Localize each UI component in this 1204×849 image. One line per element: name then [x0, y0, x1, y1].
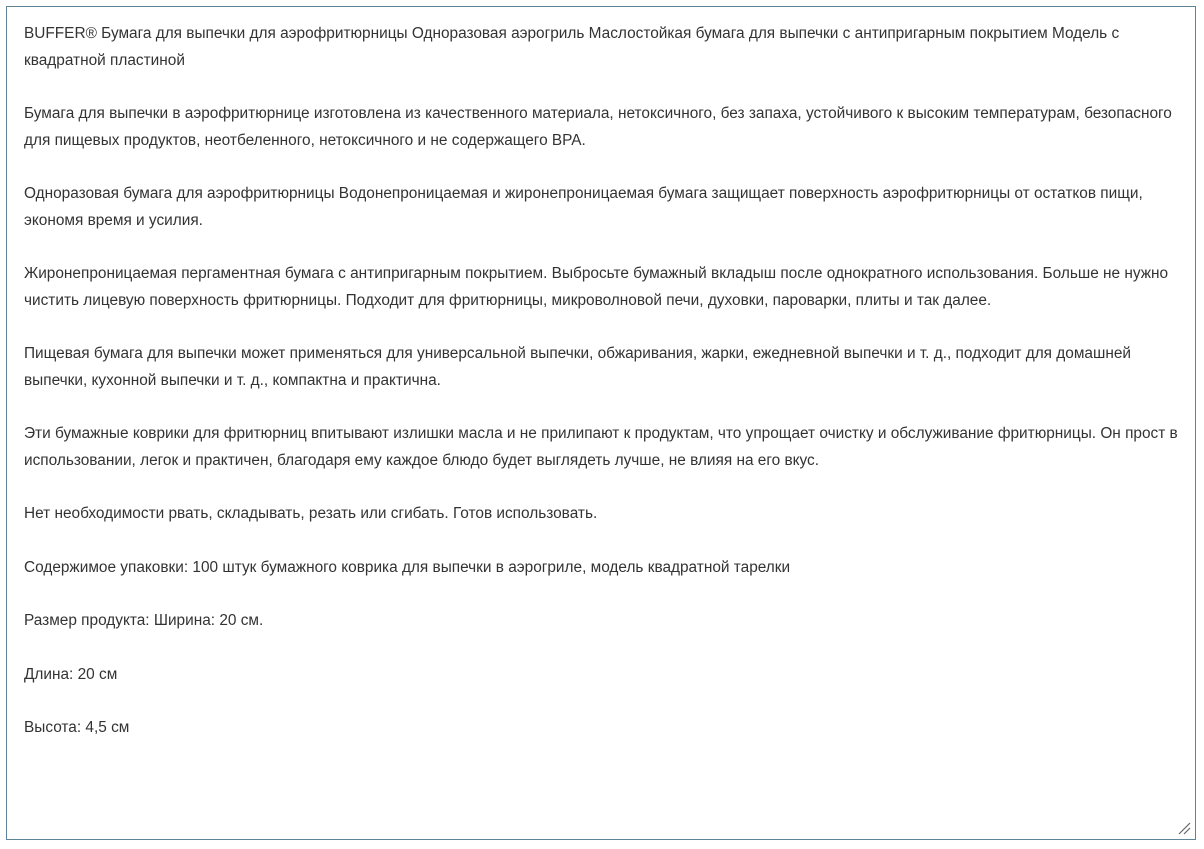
paragraph-width: Размер продукта: Ширина: 20 см. [24, 612, 264, 629]
paragraph-nonstick: Жиронепроницаемая пергаментная бумага с антипригарным покрытием. Выбросьте бумажный вкладыш после однократного использования. Больше не нужно чистить лицевую поверхность фритюрницы. Подходит для фритюрницы, микроволновой печи, духовки, пароварки, плиты и так далее. [24, 265, 1169, 309]
paragraph-ready: Нет необходимости рвать, складывать, резать или сгибать. Готов использовать. [24, 505, 598, 522]
resize-grip-icon[interactable] [1177, 821, 1191, 835]
paragraph-package: Содержимое упаковки: 100 штук бумажного коврика для выпечки в аэрогриле, модель квадратной тарелки [24, 558, 791, 576]
paragraph-height: Высота: 4,5 см [24, 719, 130, 736]
paragraph-title: BUFFER® Бумага для выпечки для аэрофритюрницы Одноразовая аэрогриль Маслостойкая бумага для выпечки с антипригарным покрытием Модель с квадратной пластиной [24, 25, 1120, 69]
paragraph-length: Длина: 20 см [24, 665, 118, 683]
paragraph-absorb: Эти бумажные коврики для фритюрниц впитывают излишки масла и не прилипают к продуктам, что упрощает очистку и обслуживание фритюрницы. Он прост в использовании, легок и практичен, благодаря ему каждое блюдо будет выглядеть лучше, не влияя на его вкус. [24, 425, 1178, 469]
paragraph-protection: Одноразовая бумага для аэрофритюрницы Водонепроницаемая и жиронепроницаемая бумага защищает поверхность аэрофритюрницы от остатков пищи, экономя время и усилия. [24, 185, 1143, 229]
paragraph-usage: Пищевая бумага для выпечки может применяться для универсальной выпечки, обжаривания, жарки, ежедневной выпечки и т. д., подходит для домашней выпечки, кухонной выпечки и т. д., компактна и практична. [24, 345, 1131, 389]
description-textarea[interactable] [6, 6, 1196, 840]
paragraph-material: Бумага для выпечки в аэрофритюрнице изготовлена из качественного материала, нетоксичного, без запаха, устойчивого к высоким температурам, безопасного для пищевых продуктов, неотбеленного, нетоксичного и не содержащего BPA. [24, 105, 1172, 149]
